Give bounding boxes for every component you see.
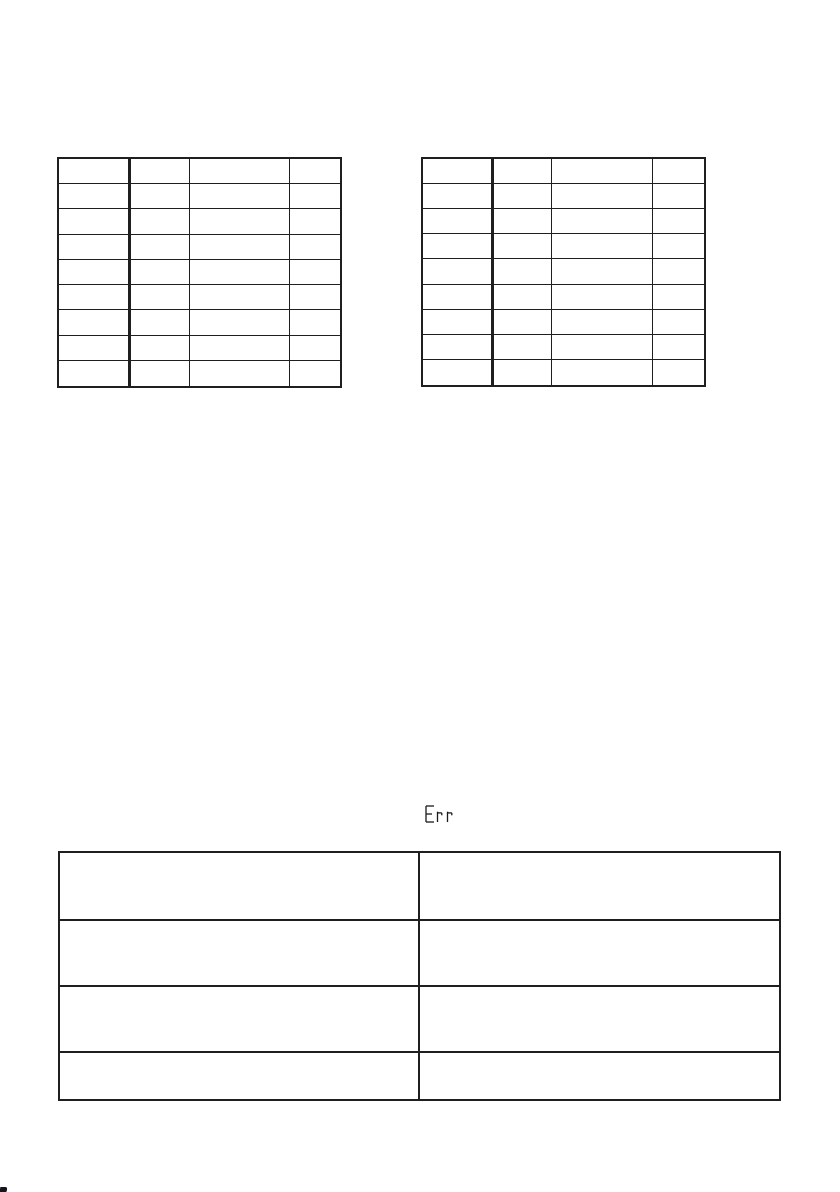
table-cell	[552, 360, 653, 385]
table-cell	[190, 209, 290, 234]
table-cell	[653, 310, 704, 335]
table-cell	[59, 310, 131, 335]
table-cell	[423, 159, 494, 184]
page-corner-artifact	[0, 1187, 7, 1192]
table-cell	[59, 235, 131, 260]
table-cell	[131, 285, 190, 310]
table-cell	[494, 159, 552, 184]
table-cell	[190, 336, 290, 361]
table-cell	[190, 361, 290, 386]
table-cell	[131, 336, 190, 361]
table-cell	[423, 285, 494, 310]
table-cell	[59, 336, 131, 361]
table-cell	[131, 184, 190, 209]
table-cell	[290, 285, 340, 310]
table-cell	[60, 921, 420, 987]
table-cell	[131, 235, 190, 260]
table-cell	[59, 209, 131, 234]
table-cell	[420, 853, 780, 921]
table-cell	[494, 285, 552, 310]
table-cell	[190, 260, 290, 285]
table-cell	[131, 159, 190, 184]
table-cell	[290, 336, 340, 361]
table-cell	[494, 360, 552, 385]
table-cell	[60, 987, 420, 1053]
table-cell	[190, 235, 290, 260]
table-cell	[494, 184, 552, 209]
bottom-table	[58, 851, 781, 1101]
table-cell	[59, 260, 131, 285]
table-cell	[59, 361, 131, 386]
table-cell	[552, 159, 653, 184]
table-cell	[420, 921, 780, 987]
table-cell	[423, 360, 494, 385]
table-cell	[423, 184, 494, 209]
table-cell	[423, 234, 494, 259]
table-cell	[190, 159, 290, 184]
err-lcd-text	[425, 805, 458, 824]
table-cell	[552, 234, 653, 259]
table-cell	[552, 335, 653, 360]
table-cell	[290, 184, 340, 209]
table-cell	[653, 184, 704, 209]
table-cell	[653, 335, 704, 360]
table-cell	[423, 209, 494, 234]
table-cell	[494, 310, 552, 335]
table-cell	[420, 987, 780, 1053]
table-cell	[190, 310, 290, 335]
table-cell	[552, 209, 653, 234]
table-cell	[131, 260, 190, 285]
table-cell	[59, 159, 131, 184]
table-cell	[494, 335, 552, 360]
table-cell	[423, 310, 494, 335]
table-cell	[290, 361, 340, 386]
table-cell	[290, 209, 340, 234]
table-cell	[653, 285, 704, 310]
table-cell	[552, 285, 653, 310]
table-cell	[653, 234, 704, 259]
table-cell	[131, 361, 190, 386]
table-cell	[494, 234, 552, 259]
top-right-table	[421, 157, 706, 387]
table-cell	[60, 1053, 420, 1099]
table-cell	[290, 159, 340, 184]
table-cell	[552, 259, 653, 284]
table-cell	[190, 285, 290, 310]
table-cell	[653, 159, 704, 184]
table-cell	[131, 310, 190, 335]
top-left-table	[57, 157, 342, 388]
table-cell	[290, 260, 340, 285]
table-cell	[552, 184, 653, 209]
table-cell	[423, 259, 494, 284]
table-cell	[131, 209, 190, 234]
table-cell	[420, 1053, 780, 1099]
table-cell	[653, 259, 704, 284]
table-cell	[423, 335, 494, 360]
table-cell	[59, 285, 131, 310]
table-cell	[494, 259, 552, 284]
table-cell	[494, 209, 552, 234]
table-cell	[653, 209, 704, 234]
table-cell	[653, 360, 704, 385]
table-cell	[290, 310, 340, 335]
table-cell	[552, 310, 653, 335]
table-cell	[290, 235, 340, 260]
table-cell	[59, 184, 131, 209]
table-cell	[190, 184, 290, 209]
table-cell	[60, 853, 420, 921]
